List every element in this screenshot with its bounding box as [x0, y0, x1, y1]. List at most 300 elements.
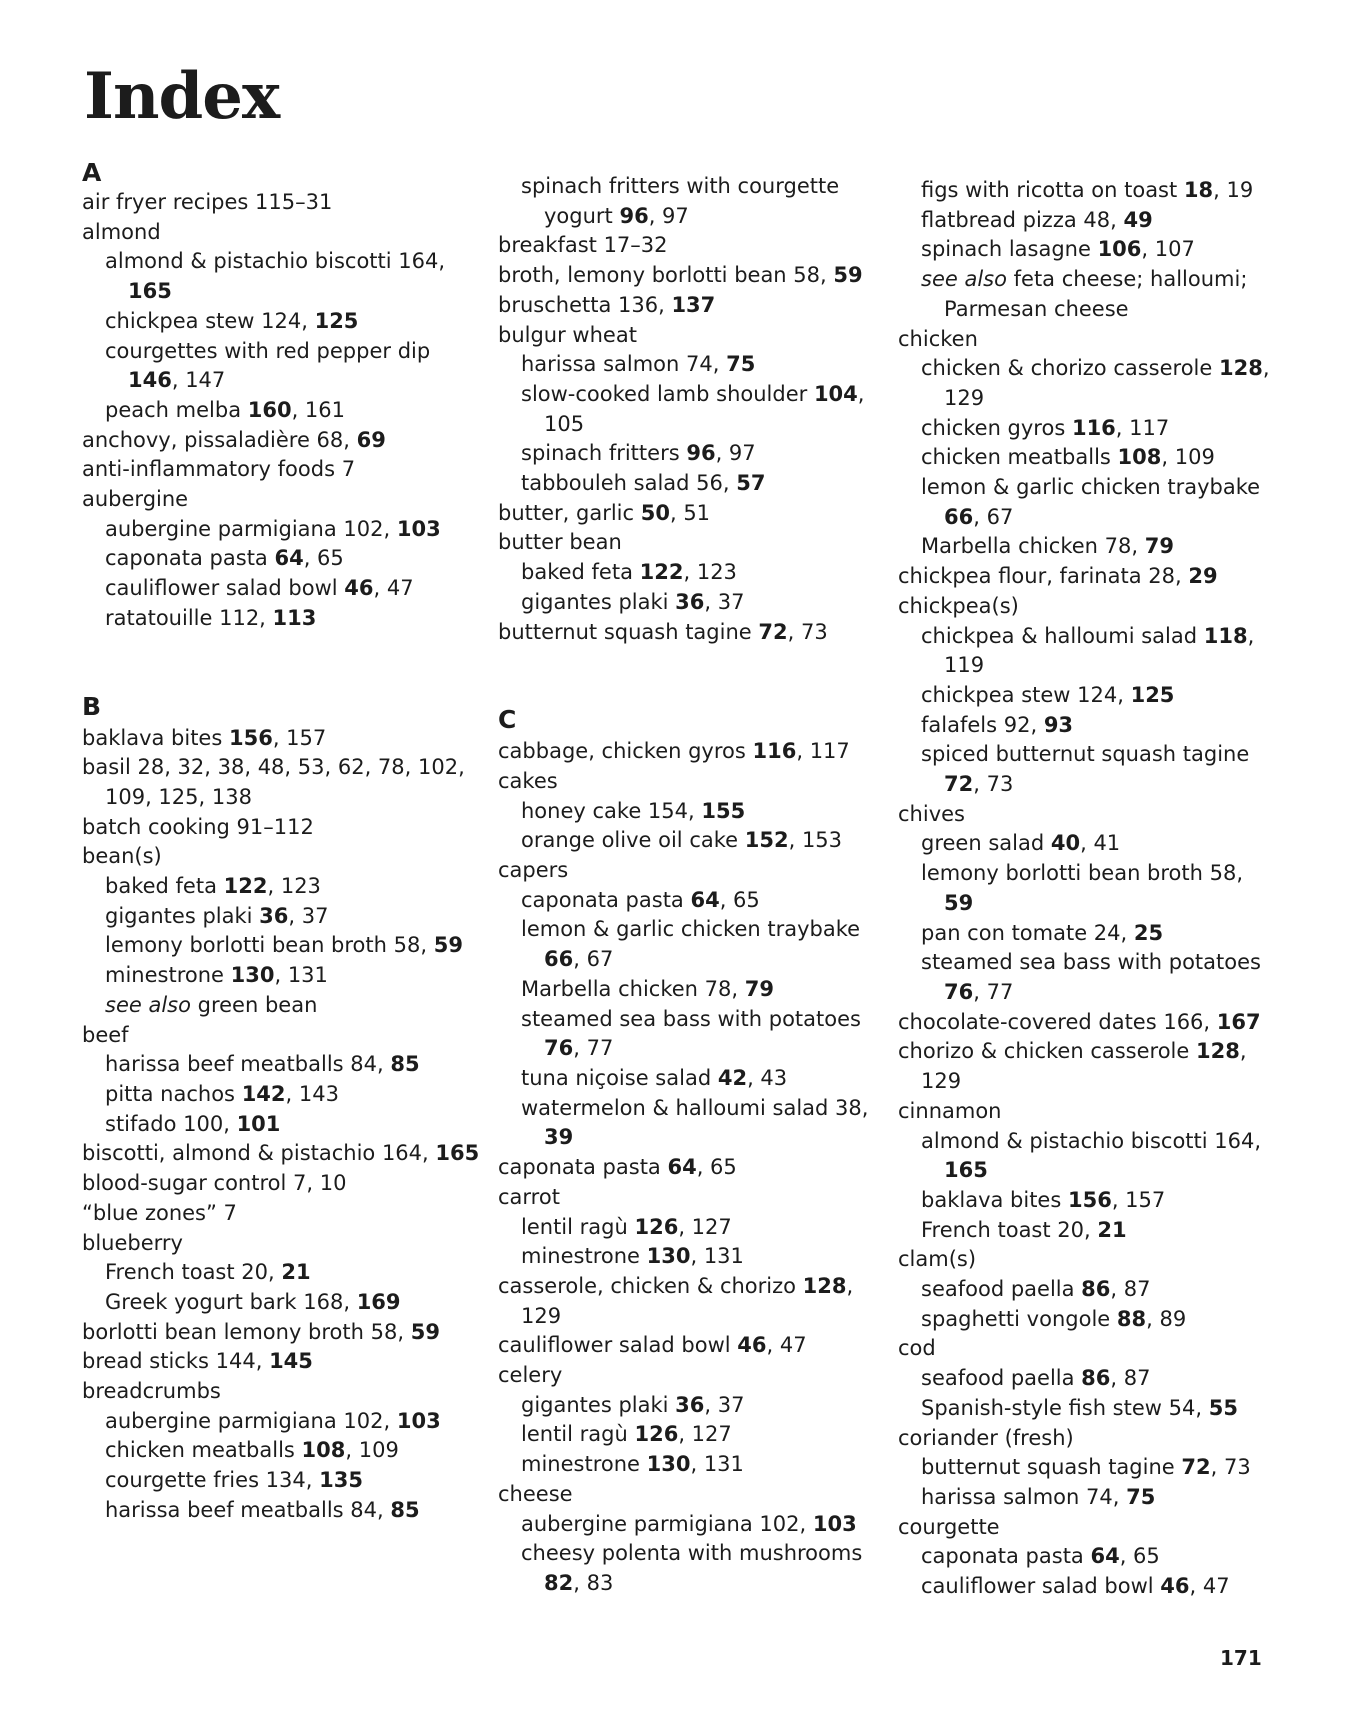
page-ref-bold: 79 — [1144, 534, 1174, 559]
entry-text: gigantes plaki — [521, 1392, 676, 1417]
index-subentry — [82, 1288, 482, 1318]
page-ref-bold: 96 — [619, 203, 649, 228]
index-entry — [82, 1169, 482, 1199]
index-entry — [898, 1334, 1278, 1364]
index-subentry — [498, 350, 898, 380]
entry-text: borlotti bean lemony broth 58, — [82, 1319, 411, 1344]
index-subentry — [898, 1453, 1278, 1483]
index-subentry — [82, 872, 482, 902]
entry-text: , 77 — [973, 979, 1014, 1004]
page-ref-bold: 145 — [269, 1349, 313, 1374]
index-subentry — [898, 1186, 1278, 1216]
page-ref-bold: 165 — [128, 279, 172, 304]
page-ref-bold: 40 — [1050, 831, 1081, 856]
index-subentry — [82, 1110, 482, 1140]
page-ref-bold: 64 — [667, 1155, 697, 1180]
entry-text: cakes — [498, 768, 558, 793]
page-ref-bold: 167 — [1216, 1009, 1261, 1034]
index-entry — [498, 1331, 898, 1361]
index-entry — [82, 753, 482, 812]
entry-text: , 67 — [973, 504, 1014, 529]
entry-text: breadcrumbs — [82, 1379, 221, 1404]
entry-text: aubergine parmigiana 102, — [521, 1511, 813, 1536]
index-letter-heading: C — [498, 705, 517, 735]
page-ref-bold: 125 — [1130, 682, 1175, 707]
page-ref-bold: 126 — [634, 1214, 679, 1239]
entry-text: baklava bites — [82, 725, 229, 750]
page-ref-bold: 85 — [390, 1497, 420, 1522]
page-ref-bold: 25 — [1133, 920, 1164, 945]
page-ref-bold: 146 — [128, 368, 172, 393]
index-subentry — [82, 1258, 482, 1288]
entry-text: spinach fritters — [521, 441, 687, 466]
index-subentry — [498, 1539, 898, 1598]
entry-text: courgettes with red pepper dip — [105, 338, 431, 363]
page-ref-bold: 126 — [634, 1422, 679, 1447]
entry-text: , 131 — [690, 1244, 744, 1269]
index-entry — [82, 813, 482, 843]
entry-text: caponata pasta — [498, 1155, 668, 1180]
page-ref-bold: 66 — [944, 504, 974, 529]
entry-text: chives — [898, 801, 965, 826]
entry-text: , 37 — [288, 903, 329, 928]
page-ref-bold: 75 — [1126, 1484, 1156, 1509]
entry-text: air fryer recipes 115–31 — [82, 190, 333, 214]
index-subentry — [498, 797, 898, 827]
index-subentry — [82, 1496, 482, 1526]
index-entry — [898, 562, 1278, 592]
page-ref-bold: 64 — [690, 887, 720, 912]
entry-text: figs with ricotta on toast — [921, 178, 1184, 202]
entry-text: tabbouleh salad 56, — [521, 471, 737, 496]
entry-text: blood-sugar control 7, 10 — [82, 1171, 347, 1196]
entry-text: bread sticks 144, — [82, 1349, 270, 1374]
entry-text: , 65 — [1119, 1544, 1160, 1569]
index-entry — [498, 291, 898, 321]
entry-text: , 131 — [690, 1452, 744, 1477]
entry-text: , 109 — [345, 1438, 399, 1463]
entry-text: , 77 — [573, 1036, 614, 1061]
entry-text: chickpea stew 124, — [921, 682, 1131, 707]
page-ref-bold: 130 — [646, 1244, 691, 1269]
index-entry — [82, 1377, 482, 1407]
page-ref-bold: 29 — [1188, 564, 1218, 589]
index-subentry — [498, 1094, 898, 1153]
entry-text: spiced butternut squash tagine — [921, 742, 1250, 767]
index-entry — [498, 856, 898, 886]
entry-text: Marbella chicken 78, — [521, 976, 745, 1001]
page-ref-bold: 155 — [701, 798, 746, 823]
entry-text: , 117 — [1115, 415, 1170, 440]
entry-text: caponata pasta — [921, 1544, 1091, 1569]
page-ref-bold: 36 — [259, 903, 289, 928]
page-ref-bold: 103 — [812, 1511, 857, 1536]
index-column-3 — [898, 176, 1278, 1602]
entry-text: , 65 — [303, 546, 344, 571]
page-ref-bold: 79 — [744, 976, 774, 1001]
page-ref-bold: 156 — [1067, 1187, 1112, 1212]
entry-text: , 37 — [704, 589, 745, 614]
page-ref-bold: 96 — [686, 441, 716, 466]
entry-text: , 41 — [1080, 831, 1121, 856]
index-entry — [82, 1229, 482, 1259]
page-ref-bold: 76 — [944, 979, 974, 1004]
page-ref-bold: 156 — [228, 725, 273, 750]
index-entry — [898, 1513, 1278, 1543]
index-entry — [498, 261, 898, 291]
page-ref-bold: 93 — [1043, 712, 1074, 737]
index-subentry — [898, 354, 1278, 413]
index-subentry — [82, 574, 482, 604]
entry-text: celery — [498, 1363, 563, 1388]
entry-text: lemon & garlic chicken traybake — [921, 475, 1261, 500]
index-subentry — [82, 544, 482, 574]
entry-text: green salad — [921, 831, 1051, 856]
entry-text: pan con tomate 24, — [921, 920, 1134, 945]
page-ref-bold: 18 — [1183, 178, 1214, 202]
entry-text: feta cheese; halloumi; Parmesan cheese — [944, 267, 1248, 321]
entry-text: French toast 20, — [105, 1260, 282, 1285]
page-ref-bold: 108 — [1117, 445, 1162, 470]
entry-text: minestrone — [521, 1244, 647, 1269]
index-letter-heading: B — [82, 691, 102, 721]
page-number: 171 — [1220, 1646, 1262, 1670]
index-subentry — [82, 961, 482, 991]
index-subentry — [898, 919, 1278, 949]
page-ref-bold: 116 — [752, 739, 797, 764]
page-ref-bold: 42 — [717, 1065, 748, 1090]
entry-text: , 117 — [796, 739, 850, 764]
index-entry — [498, 231, 898, 261]
entry-text: chorizo & chicken casserole — [898, 1039, 1196, 1064]
index-entry — [898, 1097, 1278, 1127]
entry-text: , 89 — [1146, 1306, 1187, 1331]
index-entry — [498, 1183, 898, 1213]
page-ref-bold: 122 — [223, 874, 268, 899]
entry-text: , 161 — [291, 397, 346, 422]
index-subentry — [498, 826, 898, 856]
entry-text: chickpea flour, farinata 28, — [898, 564, 1189, 589]
page-ref-bold: 85 — [390, 1052, 420, 1077]
entry-text: , 73 — [787, 619, 828, 644]
entry-text: gigantes plaki — [105, 903, 260, 928]
entry-text: , 73 — [973, 772, 1014, 797]
entry-text: , 105 — [544, 381, 865, 436]
entry-text: slow-cooked lamb shoulder — [521, 381, 814, 406]
entry-text: cheese — [498, 1481, 573, 1506]
page-ref-bold: 55 — [1208, 1395, 1238, 1420]
entry-text: anchovy, pissaladière 68, — [82, 427, 357, 452]
entry-text: beef — [82, 1022, 129, 1047]
entry-text: casserole, chicken & chorizo — [498, 1273, 803, 1298]
entry-text: lemon & garlic chicken traybake — [521, 917, 861, 942]
index-entry — [498, 528, 898, 558]
index-subentry — [498, 1391, 898, 1421]
index-subentry — [898, 1305, 1278, 1335]
index-entry — [82, 426, 482, 456]
page-ref-bold: 128 — [802, 1273, 847, 1298]
entry-text: , 157 — [1111, 1187, 1166, 1212]
entry-text: carrot — [498, 1184, 560, 1209]
index-entry — [498, 499, 898, 529]
index-subentry — [82, 396, 482, 426]
index-subentry — [498, 975, 898, 1005]
entry-text: seafood paella — [921, 1277, 1082, 1302]
entry-text: cauliflower salad bowl — [921, 1574, 1161, 1599]
entry-text: cinnamon — [898, 1098, 1002, 1123]
entry-text: almond — [82, 219, 161, 244]
entry-text: seafood paella — [921, 1366, 1082, 1391]
entry-text: biscotti, almond & pistachio 164, — [82, 1141, 436, 1166]
entry-text: minestrone — [521, 1452, 647, 1477]
index-entry — [498, 1361, 898, 1391]
page-ref-bold: 116 — [1071, 415, 1116, 440]
page-ref-bold: 69 — [356, 427, 386, 452]
entry-text: , 37 — [704, 1392, 745, 1417]
index-subentry — [898, 1483, 1278, 1513]
index-subentry — [82, 515, 482, 545]
entry-text: anti-inflammatory foods 7 — [82, 457, 356, 482]
entry-text: chickpea stew 124, — [105, 308, 315, 333]
page-ref-bold: 72 — [758, 619, 788, 644]
entry-text: , 147 — [171, 368, 226, 393]
index-subentry — [898, 176, 1278, 206]
entry-text: coriander (fresh) — [898, 1425, 1074, 1450]
index-letter-heading: A — [82, 158, 102, 187]
see-also-label: see also — [921, 267, 1007, 292]
page-ref-bold: 46 — [344, 576, 374, 601]
index-entry — [898, 1424, 1278, 1454]
entry-text: falafels 92, — [921, 712, 1044, 737]
index-subentry — [82, 307, 482, 337]
entry-text: , 129 — [921, 1039, 1247, 1094]
index-subentry — [898, 265, 1278, 324]
index-entry — [82, 724, 482, 754]
index-subentry — [898, 206, 1278, 236]
index-entry — [82, 485, 482, 515]
page-ref-bold: 160 — [247, 397, 292, 422]
page-ref-bold: 118 — [1203, 623, 1248, 648]
entry-text: aubergine parmigiana 102, — [105, 1408, 397, 1433]
entry-text: clam(s) — [898, 1247, 977, 1272]
entry-text: , 97 — [648, 203, 689, 228]
entry-text: aubergine — [82, 487, 189, 512]
entry-text: French toast 20, — [921, 1217, 1098, 1242]
entry-text: steamed sea bass with potatoes — [521, 1006, 861, 1031]
page-ref-bold: 64 — [274, 546, 304, 571]
entry-text: courgette fries 134, — [105, 1468, 320, 1493]
page-ref-bold: 46 — [1160, 1574, 1190, 1599]
entry-text: , 143 — [285, 1081, 339, 1106]
page-ref-bold: 21 — [281, 1260, 311, 1285]
index-subentry — [898, 443, 1278, 473]
page-ref-bold: 128 — [1196, 1039, 1240, 1064]
index-subentry — [498, 469, 898, 499]
entry-text: , 73 — [1210, 1455, 1251, 1480]
index-subentry — [498, 1450, 898, 1480]
entry-text: , 119 — [944, 623, 1255, 678]
entry-text: , 109 — [1161, 445, 1215, 470]
index-column-1 — [82, 158, 482, 1526]
index-subentry — [898, 1364, 1278, 1394]
index-entry — [82, 1021, 482, 1051]
page-ref-bold: 137 — [671, 292, 716, 317]
index-subentry — [898, 1127, 1278, 1186]
index-entry — [898, 1245, 1278, 1275]
entry-text: steamed sea bass with potatoes — [921, 950, 1261, 975]
entry-text: , 127 — [678, 1214, 732, 1239]
index-entry — [498, 737, 898, 767]
entry-text: almond & pistachio biscotti 164, — [921, 1128, 1262, 1153]
entry-text: spinach fritters with courgette yogurt — [521, 174, 840, 228]
index-subentry — [898, 829, 1278, 859]
index-entry — [498, 321, 898, 351]
entry-text: , 157 — [272, 725, 327, 750]
page-ref-bold: 103 — [396, 1408, 441, 1433]
entry-text: chicken & chorizo casserole — [921, 356, 1219, 381]
entry-text: , 123 — [683, 560, 737, 585]
entry-text: , 129 — [944, 356, 1270, 410]
entry-text: harissa beef meatballs 84, — [105, 1497, 391, 1522]
entry-text: breakfast 17–32 — [498, 233, 668, 258]
entry-text: , 127 — [678, 1422, 732, 1447]
page-ref-bold: 66 — [544, 947, 574, 972]
entry-text: cabbage, chicken gyros — [498, 739, 753, 764]
entry-text: pitta nachos — [105, 1081, 242, 1106]
page-ref-bold: 21 — [1097, 1217, 1127, 1242]
index-entry — [498, 1272, 898, 1331]
entry-text: cauliflower salad bowl — [105, 576, 345, 601]
page-ref-bold: 72 — [1181, 1455, 1211, 1480]
page-ref-bold: 50 — [640, 500, 670, 525]
page-ref-bold: 108 — [301, 1438, 346, 1463]
entry-text: lemony borlotti bean broth 58, — [105, 933, 434, 958]
index-subentry — [898, 414, 1278, 444]
page-ref-bold: 46 — [737, 1333, 767, 1358]
index-entry — [898, 325, 1278, 355]
entry-text: caponata pasta — [521, 887, 691, 912]
entry-text: , 129 — [521, 1273, 854, 1328]
entry-text: lemony borlotti bean broth 58, — [921, 861, 1244, 886]
entry-text: orange olive oil cake — [521, 828, 745, 853]
entry-text: baked feta — [521, 560, 640, 585]
page-ref-bold: 86 — [1081, 1277, 1111, 1302]
entry-text: butternut squash tagine — [921, 1455, 1182, 1480]
entry-text: , 97 — [715, 441, 756, 466]
entry-text: almond & pistachio biscotti 164, — [105, 249, 446, 274]
entry-text: , 83 — [573, 1570, 614, 1595]
index-subentry — [82, 902, 482, 932]
index-subentry — [82, 931, 482, 961]
entry-text: Greek yogurt bark 168, — [105, 1289, 357, 1314]
index-entry — [82, 1199, 482, 1229]
index-entry — [898, 800, 1278, 830]
index-subentry — [498, 380, 898, 439]
entry-text: peach melba — [105, 397, 248, 422]
index-entry — [82, 1318, 482, 1348]
entry-text: , 47 — [373, 576, 414, 601]
index-subentry — [82, 1050, 482, 1080]
entry-text: , 51 — [669, 500, 711, 525]
entry-text: , 19 — [1213, 178, 1254, 202]
page-ref-bold: 165 — [944, 1158, 988, 1183]
entry-text: , 87 — [1110, 1277, 1151, 1302]
entry-text: spinach lasagne — [921, 237, 1098, 262]
see-also-label: see also — [105, 992, 191, 1017]
index-subentry — [898, 1216, 1278, 1246]
index-subentry — [498, 886, 898, 916]
entry-text: lentil ragù — [521, 1422, 635, 1447]
page-ref-bold: 130 — [646, 1452, 691, 1477]
index-subentry — [898, 711, 1278, 741]
index-subentry — [82, 1407, 482, 1437]
index-entry — [82, 1139, 482, 1169]
page-ref-bold: 169 — [356, 1289, 401, 1314]
index-subentry — [898, 1542, 1278, 1572]
index-subentry — [498, 558, 898, 588]
index-subentry — [898, 473, 1278, 532]
page-ref-bold: 59 — [433, 933, 463, 958]
index-subentry — [498, 439, 898, 469]
index-entry — [82, 188, 482, 218]
entry-text: chocolate-covered dates 166, — [898, 1009, 1217, 1034]
index-entry — [498, 1480, 898, 1510]
page-ref-bold: 64 — [1090, 1544, 1120, 1569]
entry-text: , 87 — [1110, 1366, 1151, 1391]
index-subentry — [498, 1213, 898, 1243]
entry-text: watermelon & halloumi salad 38, — [521, 1095, 869, 1120]
page-ref-bold: 76 — [544, 1036, 574, 1061]
index-entry — [82, 218, 482, 248]
page-ref-bold: 36 — [675, 1392, 705, 1417]
entry-text: , 43 — [747, 1065, 788, 1090]
entry-text: broth, lemony borlotti bean 58, — [498, 263, 834, 288]
entry-text: Marbella chicken 78, — [921, 534, 1145, 559]
page-ref-bold: 135 — [319, 1468, 363, 1493]
entry-text: stifado 100, — [105, 1111, 237, 1136]
entry-text: chicken — [898, 326, 978, 351]
entry-text: minestrone — [105, 963, 231, 988]
entry-text: , 107 — [1141, 237, 1195, 262]
page-ref-bold: 59 — [410, 1319, 440, 1344]
page-title: Index — [84, 59, 280, 134]
entry-text: cauliflower salad bowl — [498, 1333, 738, 1358]
entry-text: , 47 — [766, 1333, 807, 1358]
index-entry — [898, 1008, 1278, 1038]
page-ref-bold: 113 — [272, 605, 317, 630]
entry-text: butternut squash tagine — [498, 619, 759, 644]
index-entry — [498, 618, 898, 648]
index-subentry — [898, 1394, 1278, 1424]
entry-text: baklava bites — [921, 1187, 1068, 1212]
entry-text: harissa beef meatballs 84, — [105, 1052, 391, 1077]
entry-text: , 131 — [274, 963, 328, 988]
index-subentry — [898, 235, 1278, 265]
index-subentry — [82, 337, 482, 396]
entry-text: butter bean — [498, 530, 622, 555]
page-ref-bold: 75 — [726, 352, 756, 377]
index-entry — [82, 1347, 482, 1377]
index-subentry — [898, 681, 1278, 711]
index-subentry — [498, 1510, 898, 1540]
page-ref-bold: 125 — [314, 308, 359, 333]
entry-text: ratatouille 112, — [105, 605, 273, 630]
entry-text: tuna niçoise salad — [521, 1065, 718, 1090]
index-subentry — [82, 1466, 482, 1496]
page-ref-bold: 104 — [813, 381, 858, 406]
entry-text: caponata pasta — [105, 546, 275, 571]
index-subentry — [82, 1436, 482, 1466]
